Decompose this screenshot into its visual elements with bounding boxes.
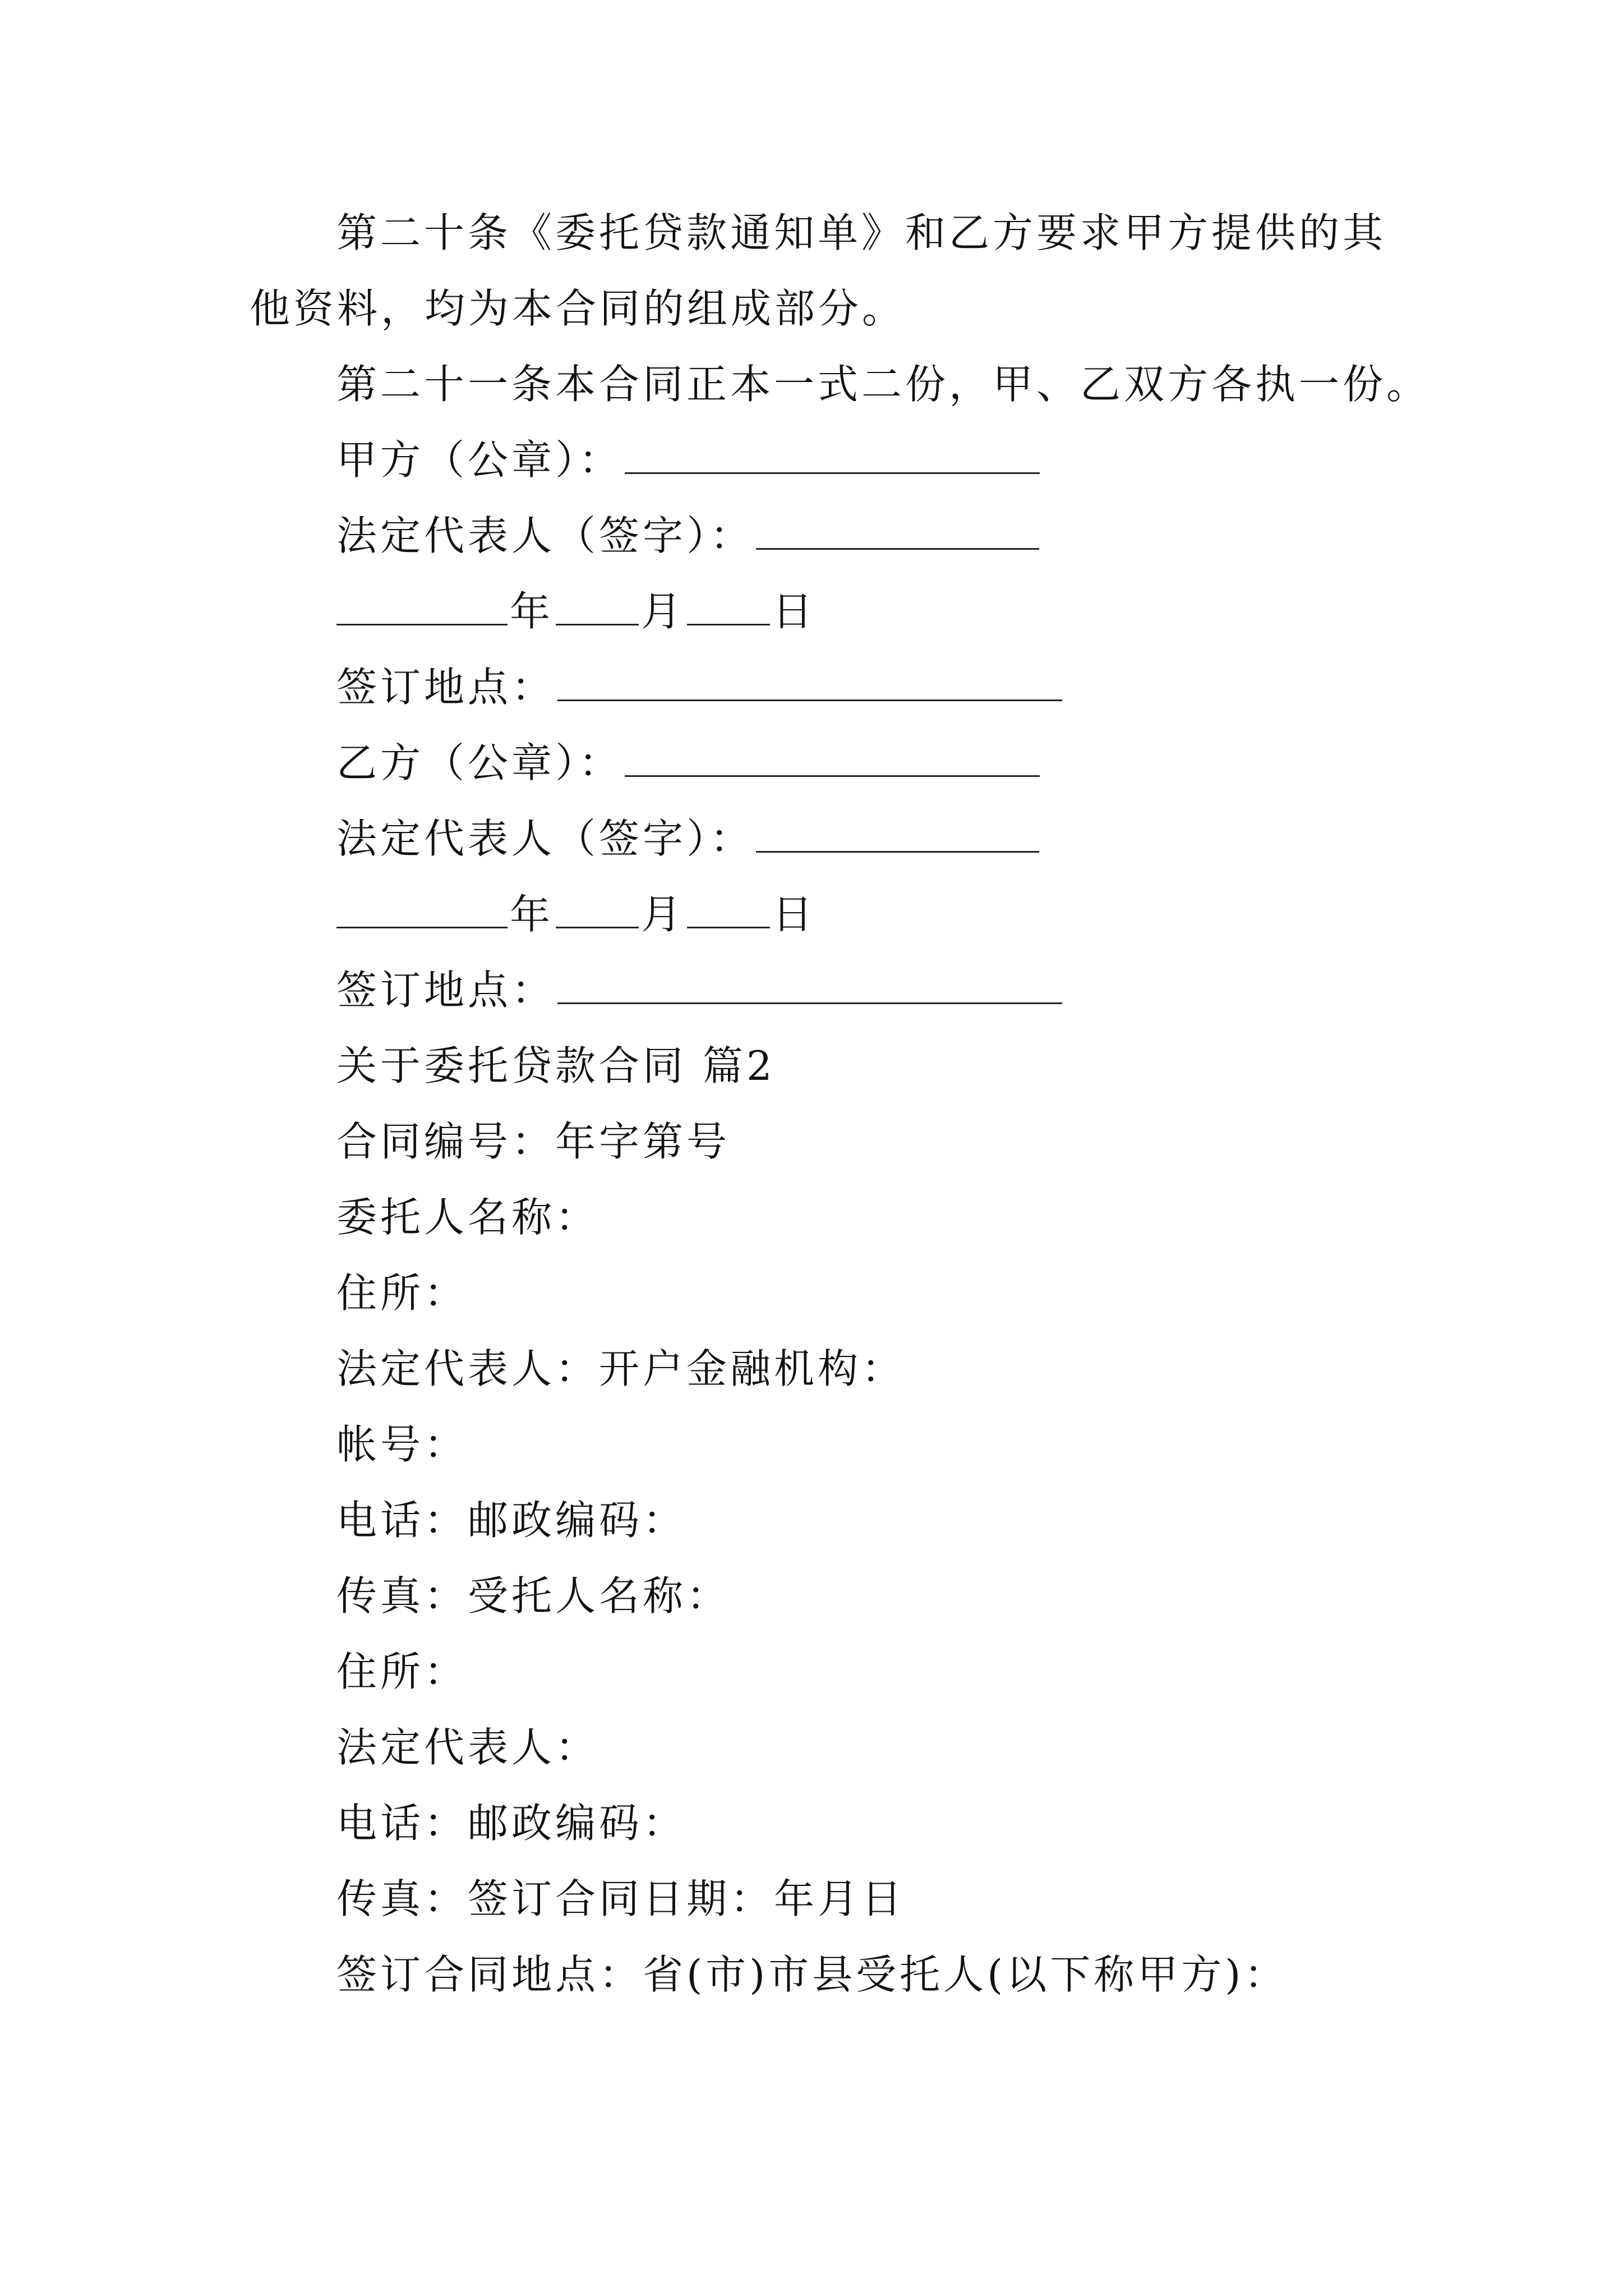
party-b-rep-blank[interactable]: [756, 816, 1039, 853]
party-a-rep-label: 法定代表人（签字）：: [336, 512, 754, 559]
party-a-place-row: [336, 659, 1064, 715]
party-a-seal-label: 甲方（公章）：: [336, 436, 623, 484]
party-a-seal-blank[interactable]: [625, 438, 1040, 474]
field-client-name: 委托人名称：: [336, 1194, 600, 1241]
party-a-rep-row: [336, 508, 1041, 564]
party-a-year-label: 年: [510, 588, 554, 635]
party-b-year-blank[interactable]: [336, 892, 508, 928]
party-a-place-label: 签订地点：: [336, 664, 556, 711]
party-a-date-row: [336, 583, 816, 639]
field-trustee-rep: 法定代表人：: [336, 1724, 600, 1771]
field-client-phone-postcode: 电话：邮政编码：: [336, 1497, 687, 1544]
party-b-month-label: 月: [641, 891, 685, 938]
field-trustee-address: 住所：: [336, 1648, 468, 1695]
party-a-month-label: 月: [641, 588, 685, 635]
field-account: 帐号：: [336, 1421, 468, 1468]
field-fax-trustee-name: 传真：受托人名称：: [336, 1572, 731, 1619]
party-b-year-label: 年: [510, 891, 554, 938]
field-trustee-phone-postcode: 电话：邮政编码：: [336, 1800, 687, 1847]
party-a-year-blank[interactable]: [336, 589, 508, 625]
party-b-place-label: 签订地点：: [336, 967, 556, 1014]
party-b-seal-row: [336, 735, 1042, 791]
field-contract-number: 合同编号：年字第号: [336, 1118, 731, 1165]
article-21: 第二十一条本合同正本一式二份，甲、乙双方各执一份。: [336, 361, 1431, 408]
party-b-month-blank[interactable]: [556, 892, 639, 928]
article-20-line-2: 他资料，均为本合同的组成部分。: [250, 285, 906, 332]
party-b-rep-label: 法定代表人（签字）：: [336, 815, 754, 862]
party-b-day-blank[interactable]: [687, 892, 770, 928]
field-client-rep-bank: 法定代表人：开户金融机构：: [336, 1345, 906, 1392]
section-title: 关于委托贷款合同 篇2: [336, 1042, 776, 1089]
article-20-line-1: 第二十条《委托贷款通知单》和乙方要求甲方提供的其: [336, 209, 1387, 256]
party-a-rep-blank[interactable]: [756, 513, 1039, 550]
field-client-address: 住所：: [336, 1269, 468, 1317]
party-a-day-blank[interactable]: [687, 589, 770, 625]
field-fax-sign-date: 传真：签订合同日期：年月日: [336, 1875, 906, 1922]
field-sign-place: 签订合同地点：省(市)市县受托人(以下称甲方)：: [336, 1951, 1288, 1998]
party-b-rep-row: [336, 811, 1041, 867]
party-b-day-label: 日: [772, 891, 817, 938]
party-b-seal-label: 乙方（公章）：: [336, 739, 623, 786]
party-b-date-row: [336, 886, 816, 942]
party-a-place-blank[interactable]: [557, 665, 1062, 701]
party-a-month-blank[interactable]: [556, 589, 639, 625]
party-b-seal-blank[interactable]: [625, 740, 1040, 777]
party-b-place-blank[interactable]: [557, 968, 1062, 1004]
party-a-seal-row: [336, 432, 1042, 488]
party-a-day-label: 日: [772, 588, 817, 635]
party-b-place-row: [336, 962, 1064, 1018]
